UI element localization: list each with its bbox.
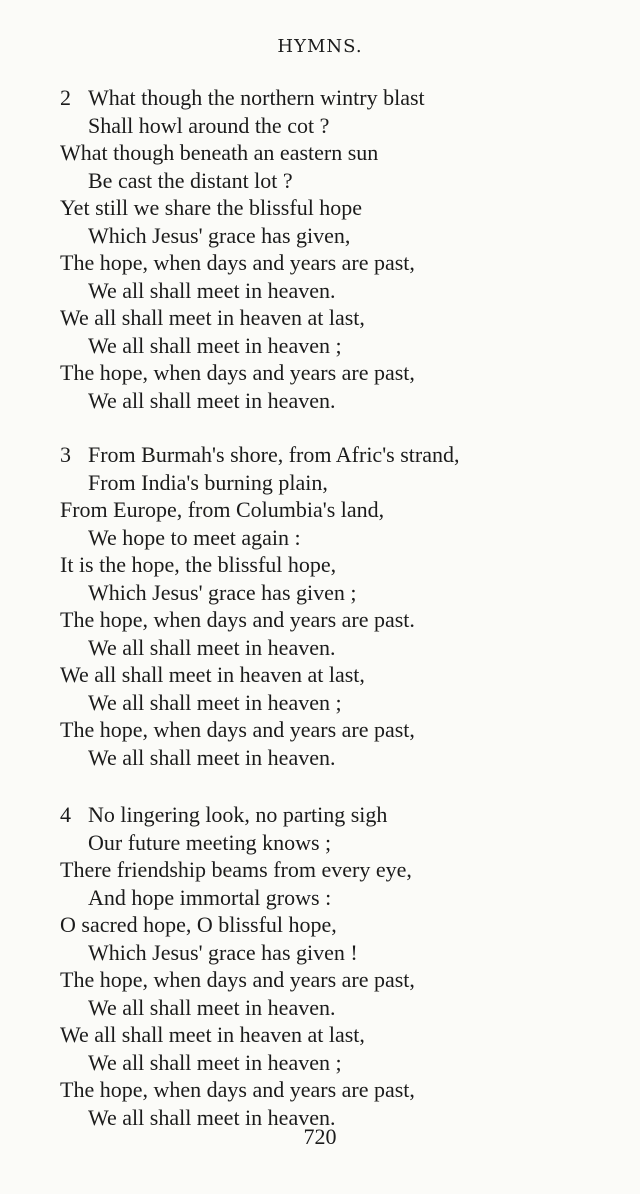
stanza-number: 2	[60, 85, 71, 110]
stanza-number: 3	[60, 442, 71, 467]
stanza-line: From Europe, from Columbia's land,	[60, 497, 385, 522]
stanza-line: The hope, when days and years are past,	[60, 250, 415, 275]
stanza-4	[60, 801, 620, 1131]
stanza-line: We all shall meet in heaven.	[88, 994, 336, 1020]
stanza-line: And hope immortal grows :	[88, 884, 332, 910]
stanza-line: Which Jesus' grace has given !	[88, 939, 358, 965]
stanza-line: Shall howl around the cot ?	[88, 112, 330, 138]
stanza-line: We all shall meet in heaven at last,	[60, 305, 365, 330]
stanza-line: There friendship beams from every eye,	[60, 857, 412, 882]
stanza-line: Which Jesus' grace has given,	[88, 222, 351, 248]
stanza-line: Our future meeting knows ;	[88, 829, 332, 855]
stanza-line: We all shall meet in heaven.	[88, 387, 336, 413]
stanza-line: O sacred hope, O blissful hope,	[60, 912, 337, 937]
stanza-line: 4 No lingering look, no parting sigh	[60, 802, 388, 827]
stanza-line: It is the hope, the blissful hope,	[60, 552, 337, 577]
stanza-line: We all shall meet in heaven.	[88, 1104, 336, 1130]
stanza-line: We all shall meet in heaven at last,	[60, 1022, 365, 1047]
stanza-line: The hope, when days and years are past,	[60, 360, 415, 385]
stanza-3	[60, 441, 620, 771]
running-header: HYMNS.	[277, 36, 363, 57]
stanza-line: 2 What though the northern wintry blast	[60, 85, 425, 110]
stanza-line: What though beneath an eastern sun	[60, 140, 379, 165]
page-number: 720	[303, 1124, 337, 1149]
stanza-line: From India's burning plain,	[88, 469, 328, 495]
stanza-line: We all shall meet in heaven at last,	[60, 662, 365, 687]
stanza-line: The hope, when days and years are past.	[60, 607, 415, 632]
stanza-line: Be cast the distant lot ?	[88, 167, 293, 193]
stanza-line: The hope, when days and years are past,	[60, 1077, 415, 1102]
stanza-line: We all shall meet in heaven ;	[88, 332, 342, 358]
stanza-line: The hope, when days and years are past,	[60, 717, 415, 742]
stanza-line: Yet still we share the blissful hope	[60, 195, 363, 220]
stanza-line: We all shall meet in heaven.	[88, 744, 336, 770]
stanza-line: We all shall meet in heaven.	[88, 634, 336, 660]
stanza-number: 4	[60, 802, 71, 827]
stanza-line: We all shall meet in heaven ;	[88, 1049, 342, 1075]
stanza-line: We hope to meet again :	[88, 524, 301, 550]
stanza-line: 3 From Burmah's shore, from Afric's strand,	[60, 442, 460, 467]
stanza-line: We all shall meet in heaven.	[88, 277, 336, 303]
stanza-2	[60, 84, 620, 414]
stanza-line: Which Jesus' grace has given ;	[88, 579, 357, 605]
stanza-line: We all shall meet in heaven ;	[88, 689, 342, 715]
stanza-line: The hope, when days and years are past,	[60, 967, 415, 992]
